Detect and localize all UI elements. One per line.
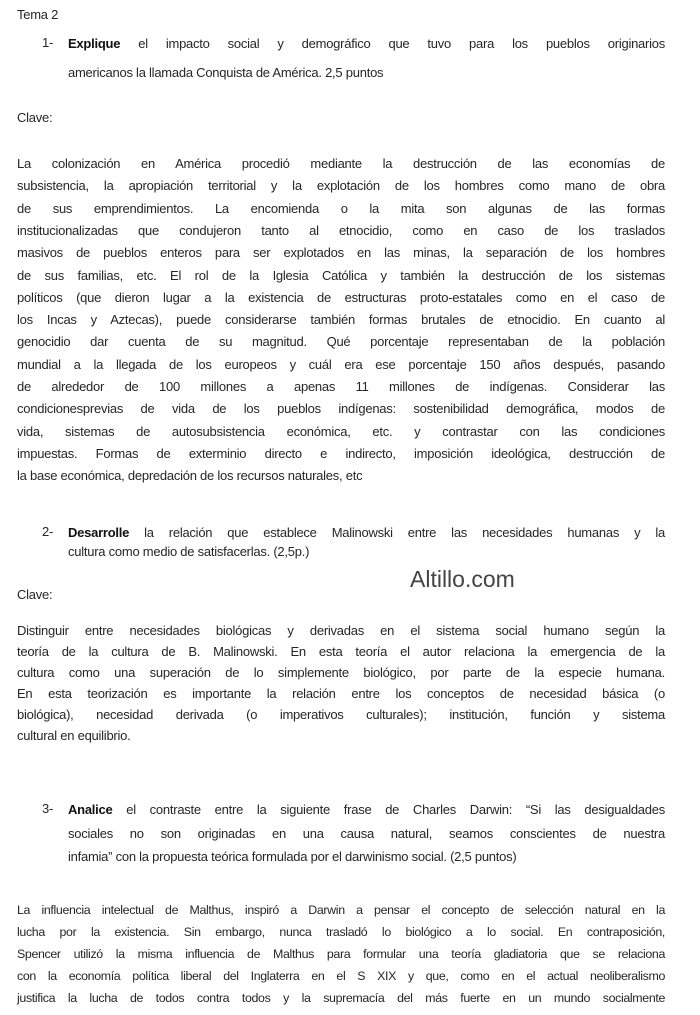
answer-line: teoría de la cultura de B. Malinowski. En esta teoría el autor relaciona la emergencia de la xyxy=(17,644,665,659)
question-text-line xyxy=(68,35,665,53)
answer-line: vida, sistemas de autosubsistencia económica, etc. y contrastar con las condiciones xyxy=(17,423,665,439)
answer-line: Spencer utilizó la misma influencia de Malthus para formular una teoría gladiatoria que se relaciona xyxy=(17,947,665,961)
question-text: el contraste entre la siguiente frase de Charles Darwin: “Si las desigualdades xyxy=(112,802,665,817)
question-text-line: cultura como medio de satisfacerlas. (2,5p.) xyxy=(68,544,310,559)
answer-line: la base económica, depredación de los recursos naturales, etc xyxy=(17,468,363,484)
question-number: 2- xyxy=(42,524,54,539)
question-text-line xyxy=(68,801,665,819)
answer-line: biológica), necesidad derivada (o imperativos culturales); institución, función y sistema xyxy=(17,707,665,722)
answer-line: mundial a la llegada de los europeos y cuál era ese porcentaje 150 años después, pasando xyxy=(17,356,665,372)
answer-line: condicionesprevias de vida de los pueblos indígenas: sostenibilidad demográfica, modos de xyxy=(17,401,665,417)
question-text: la relación que establece Malinowski entre las necesidades humanas y la xyxy=(129,525,665,540)
question-verb: Explique xyxy=(68,36,121,51)
answer-line: En esta teorización es importante la relación entre los conceptos de necesidad básica (o xyxy=(17,686,665,701)
answer-line: Distinguir entre necesidades biológicas y derivadas en el sistema social humano según la xyxy=(17,623,665,638)
answer-line: institucionalizadas que condujeron tanto al etnocidio, como en caso de los traslados xyxy=(17,222,665,238)
answer-line: de sus emprendimientos. La encomienda o la mita son algunas de las formas xyxy=(17,200,665,216)
answer-line: cultural en equilibrio. xyxy=(17,728,131,743)
answer-line: subsistencia, la apropiación territorial y la explotación de los hombres como mano de obra xyxy=(17,178,665,194)
answer-line: cultura como una superación de lo simplemente biológico, por parte de la especie humana. xyxy=(17,665,665,680)
answer-line: de alrededor de 100 millones a apenas 11 millones de indígenas. Considerar las xyxy=(17,379,665,394)
question-text: el impacto social y demográfico que tuvo para los pueblos originarios xyxy=(120,36,665,51)
answer-line: justifica la lucha de todos contra todos y la supremacía del más fuerte en un mundo socialmente xyxy=(17,991,665,1005)
answer-line: los Incas y Aztecas), puede considerarse también formas brutales de etnocidio. En cuanto al xyxy=(17,312,665,328)
document-title: Tema 2 xyxy=(17,7,59,22)
question-text-line: americanos la llamada Conquista de América. 2,5 puntos xyxy=(68,65,384,80)
answer-line: políticos (que dieron lugar a la existencia de estructuras proto-estatales como en el caso de xyxy=(17,289,665,305)
answer-line: impuestas. Formas de exterminio directo e indirecto, imposición ideológica, destrucción de xyxy=(17,445,665,461)
question-text-line: sociales no son originadas en una causa natural, seamos conscientes de nuestra xyxy=(68,826,665,841)
key-label: Clave: xyxy=(17,587,53,602)
answer-line: de sus familias, etc. El rol de la Iglesia Católica y también la destrucción de los sistemas xyxy=(17,267,665,283)
question-number: 3- xyxy=(42,801,54,816)
question-number: 1- xyxy=(42,35,54,50)
answer-line: con la economía política liberal del Inglaterra en el S XIX y que, como en el actual neoliberalismo xyxy=(17,969,665,983)
answer-line: masivos de pueblos enteros para ser explotados en las minas, la separación de los hombres xyxy=(17,245,665,261)
answer-line: lucha por la existencia. Sin embargo, nunca trasladó lo biológico a lo social. En contraposición, xyxy=(17,925,665,939)
answer-line: La influencia intelectual de Malthus, inspiró a Darwin a pensar el concepto de selección natural en la xyxy=(17,903,665,917)
key-label: Clave: xyxy=(17,110,53,125)
watermark: Altillo.com xyxy=(410,566,515,592)
answer-line: La colonización en América procedió mediante la destrucción de las economías de xyxy=(17,156,665,171)
answer-line: genocidio dar cuenta de su magnitud. Qué porcentaje representaban de la población xyxy=(17,334,665,350)
question-text-line xyxy=(68,524,665,542)
question-verb: Desarrolle xyxy=(68,525,130,540)
question-verb: Analice xyxy=(68,802,113,817)
question-text-line: infamia” con la propuesta teórica formulada por el darwinismo social. (2,5 puntos) xyxy=(68,849,517,864)
